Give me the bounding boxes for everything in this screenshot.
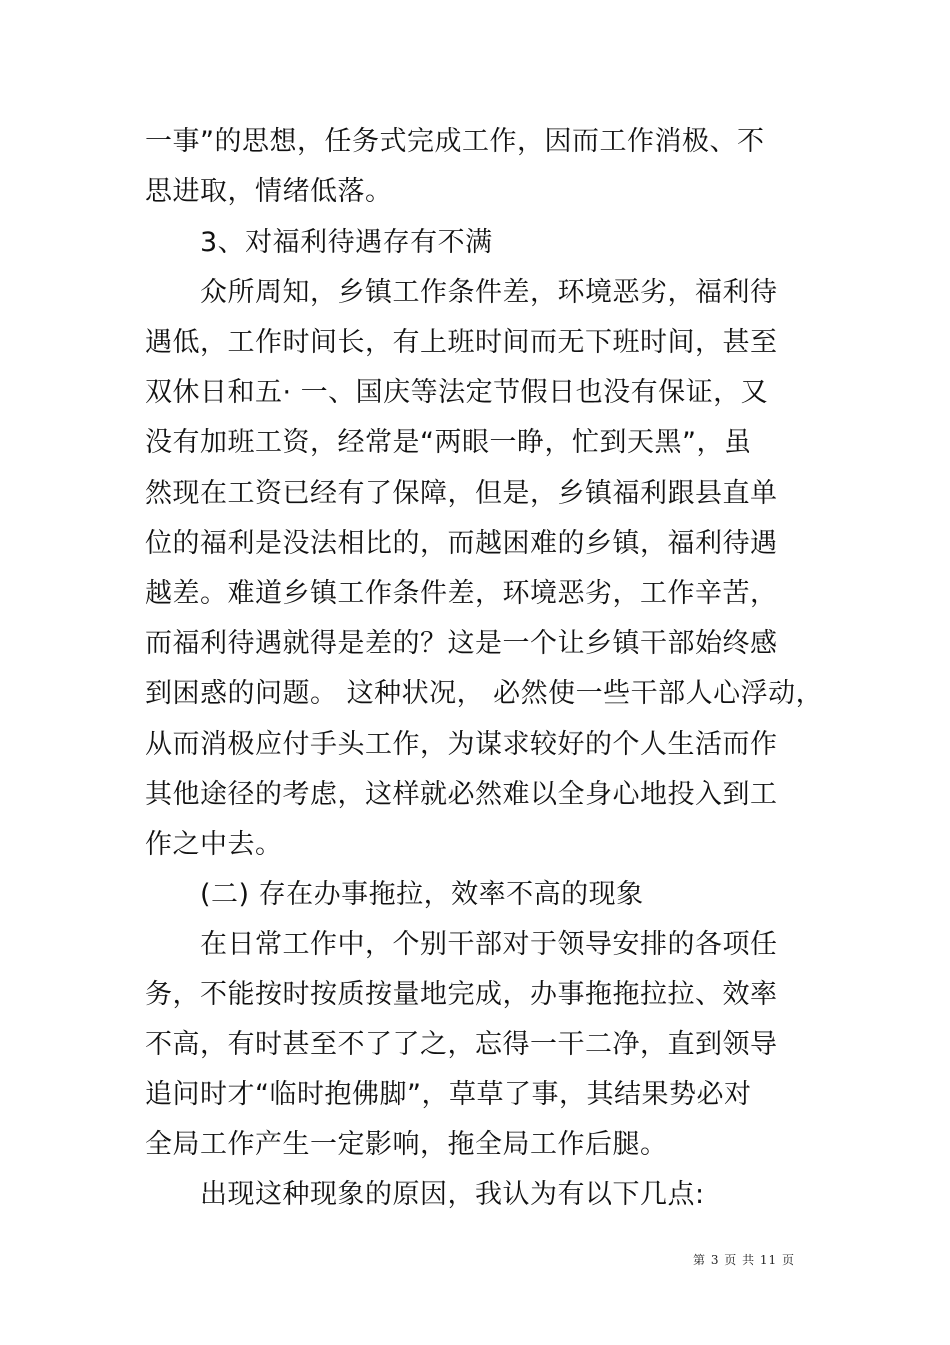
text-line: 其他途径的考虑，这样就必然难以全身心地投入到工 [145,779,778,810]
text-line: 出现这种现象的原因，我认为有以下几点: [200,1179,705,1210]
text-line: 在日常工作中，个别干部对于领导安排的各项任 [200,929,778,960]
text-line: 而福利待遇就得是差的？这是一个让乡镇干部始终感 [145,628,778,659]
text-line: 务，不能按时按质按量地完成，办事拖拖拉拉、效率 [145,979,778,1010]
text-line: 作之中去。 [145,829,283,860]
text-line: 从而消极应付手头工作，为谋求较好的个人生活而作 [145,729,778,760]
text-line: 然现在工资已经有了保障，但是，乡镇福利跟县直单 [145,478,778,509]
section-heading: 3、对福利待遇存有不满 [200,227,493,258]
text-line: 众所周知，乡镇工作条件差，环境恶劣，福利待 [200,277,778,308]
text-line: 双休日和五· 一、国庆等法定节假日也没有保证，又 [145,377,769,408]
text-line: 遇低，工作时间长，有上班时间而无下班时间，甚至 [145,327,778,358]
text-line: 到困惑的问题。 这种状况， 必然使一些干部人心浮动， [145,678,824,709]
text-line: 没有加班工资，经常是“两眼一睁，忙到天黑”，虽 [145,427,752,458]
text-line: 思进取，情绪低落。 [145,176,393,207]
section-heading: (二) 存在办事拖拉，效率不高的现象 [200,879,644,910]
text-line: 一事”的思想，任务式完成工作，因而工作消极、不 [145,126,765,157]
text-line: 越差。难道乡镇工作条件差，环境恶劣，工作辛苦， [145,578,778,609]
page-number: 第 3 页 共 11 页 [693,1253,795,1267]
text-line: 位的福利是没法相比的，而越困难的乡镇，福利待遇 [145,528,778,559]
text-line: 不高，有时甚至不了了之，忘得一干二净，直到领导 [145,1029,778,1060]
text-line: 追问时才“临时抱佛脚”，草草了事，其结果势必对 [145,1079,752,1110]
text-line: 全局工作产生一定影响，拖全局工作后腿。 [145,1129,668,1160]
